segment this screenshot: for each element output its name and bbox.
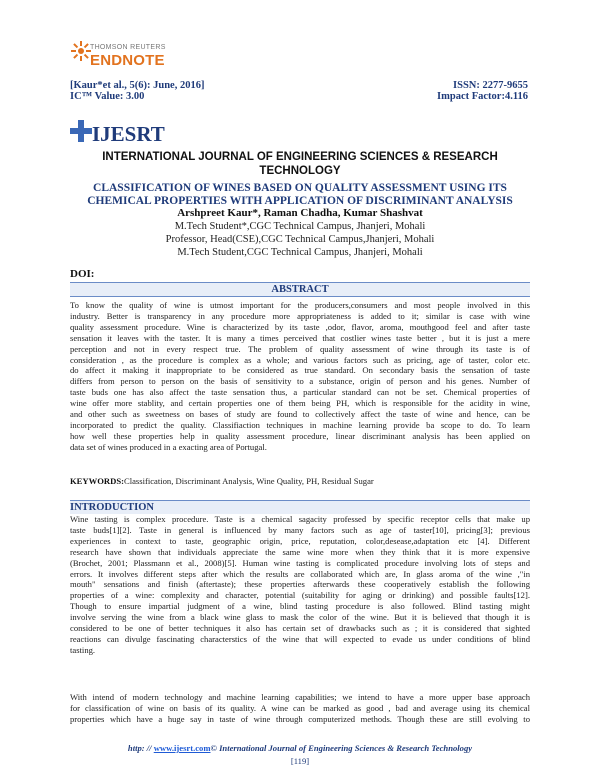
intro-line: tasting. — [70, 644, 96, 655]
intro-line: (Brochet, 2001; Plassmann et al., 2008)[5]. Human wine tasting is complicated procedure involving lots of steps and — [70, 557, 530, 568]
page-number: [119] — [290, 756, 310, 766]
journal-title-line1: INTERNATIONAL JOURNAL OF ENGINEERING SCIENCES & RESEARCH — [102, 151, 498, 163]
keywords-text: Classification, Discriminant Analysis, Wine Quality, PH, Residual Sugar — [123, 476, 374, 486]
footer-prefix: http: // — [127, 743, 154, 753]
intro-line: properties of a wine: complexity and character, potential (suitability for aging or drinking) and possible faults[12]. — [70, 590, 530, 601]
doi-label — [70, 268, 94, 280]
abstract-line: how well these properties help in quality assessment procedure, linear discriminant analysis has been applied on — [70, 430, 530, 441]
intro-line: errors. It involves different steps after which the results are collaborated which are, In glass aroma of the wine ,"in — [70, 568, 530, 579]
intro-line: for classification of wine on basis of its quality. A wine can be marked as good , bad and average using its chemical — [70, 702, 530, 713]
intro-line: Wine tasting is complex procedure. Taste is a chemical sagacity professed by specific receptor cells that make up — [70, 514, 530, 524]
paper-title-line1: CLASSIFICATION OF WINES BASED ON QUALITY ASSESSMENT USING ITS — [93, 182, 507, 194]
abstract-line: and other such as sweetness on bases of study are found to collectively affect the taste of wine and hence, can be — [70, 409, 530, 420]
endnote-logo — [70, 38, 210, 74]
introduction-paragraph-1 — [70, 514, 530, 656]
affiliation-3: M.Tech Student,CGC Technical Campus, Jhanjeri, Mohali — [177, 247, 423, 258]
abstract-heading: ABSTRACT — [70, 282, 530, 297]
affiliation-1: M.Tech Student*,CGC Technical Campus, Jhanjeri, Mohali — [174, 221, 426, 232]
abstract-line: quality assessment procedure. Wine is characterized by its taste ,odor, flavor, aroma, mouthgood feel and after taste — [70, 321, 530, 332]
intro-line: With intend of modern technology and machine learning capabilities; we intend to have a more upper base approach — [70, 692, 530, 702]
abstract-line: consideration , as the procedure is complex as a whole; and various factors such as pricing, age of taster, color etc. — [70, 354, 530, 365]
journal-brand-text: IJESRT — [92, 122, 165, 146]
abstract-line: To know the quality of wine is utmost important for the producers,consumers and most people involved in this — [70, 300, 530, 310]
abstract-line: differs from person to person on the basis of sensitivity to a substance, origin of person and his genes. Number of — [70, 376, 530, 387]
footer-link[interactable]: www.ijesrt.com — [153, 743, 211, 753]
affiliation-2: Professor, Head(CSE),CGC Technical Campus,Jhanjeri, Mohali — [165, 234, 435, 245]
intro-line: taste buds[1][2]. Taste in general is influenced by many factors such as age of taster[10], pricing[3]; previous — [70, 524, 530, 535]
doi-colon: : — [90, 268, 95, 280]
intro-line: experiences in context to taste, geographic origin, price, reputation, color,desease,adaptation etc [4]. Different — [70, 535, 530, 546]
intro-line: mouth" sensations and finish (aftertaste); these properties afterwards these cooperatively establish the following — [70, 579, 530, 590]
intro-line: Though to ensure impartial judgment of a wine, blind tasting procedure is also followed. Blind tasting might — [70, 601, 530, 612]
doi-text: DOI — [70, 268, 91, 280]
abstract-line: wine offer more stablity, and certain properties one of them being PH, which is responsible for the acidity in wine, — [70, 398, 530, 409]
keywords-label: KEYWORDS: — [70, 476, 124, 486]
abstract-line: data set of wines produced in a exacting area of Portugal. — [70, 441, 267, 452]
ic-value: IC™ Value: 3.00 — [70, 91, 145, 102]
abstract-line: incorporated to predict the quality. Classifiaction techniques in machine learning provide ba scope to do. To learn — [70, 419, 530, 430]
journal-title-line2: TECHNOLOGY — [259, 165, 341, 177]
sunburst-icon — [70, 40, 92, 62]
authors: Arshpreet Kaur*, Raman Chadha, Kumar Shashvat — [177, 207, 423, 219]
abstract-body — [70, 300, 530, 453]
paper-title-line2: CHEMICAL PROPERTIES WITH APPLICATION OF DISCRIMINANT ANALYSIS — [87, 195, 513, 207]
logo-publisher: THOMSON REUTERS — [90, 44, 166, 51]
impact-factor: Impact Factor:4.116 — [437, 91, 528, 102]
intro-line: properties which have a huge say in taste of wine through computerized methods. Though these are still evolving to — [70, 713, 530, 724]
introduction-heading: INTRODUCTION — [70, 500, 530, 514]
introduction-paragraph-2 — [70, 692, 530, 725]
issn: ISSN: 2277-9655 — [453, 80, 528, 91]
footer-credit — [70, 743, 530, 753]
intro-line: considered to be one of better techniques it also has certain set of drawbacks such as ; it is considered that sighted — [70, 623, 530, 634]
abstract-line: sensation it leaves with the taster. It is many a times perceived that costlier wines taste better , but it is just a mere — [70, 332, 530, 343]
intro-line: involve serving the wine from a black wine glass to mask the color of the wine. But it is believed that though it is — [70, 612, 530, 623]
intro-line: research have shown that individuals appreciate the same wine more when they think that it is more expensive — [70, 546, 530, 557]
keywords — [70, 476, 530, 486]
abstract-line: do affect it making it inappropriate to be considered as true standard. On secondary basis the sensation of taste — [70, 365, 530, 376]
abstract-line: perception and not in every respect true. The problem of quality assessment of wine through its taste is of — [70, 343, 530, 354]
logo-product: ENDNOTE — [90, 52, 165, 69]
intro-line: reactions can divulge fascinating characterstics of the wine that will expected to evade us under conditions of blind — [70, 633, 530, 644]
abstract-line: industry. Better is transparency in any procedure more appropriateness is added to it; similar is case with wine — [70, 310, 530, 321]
abstract-line: taste buds one has also affect the taste sensation thus, a particular standard can not be set. Chemical properties of — [70, 387, 530, 398]
plus-icon — [70, 120, 92, 142]
footer-suffix: © International Journal of Engineering Sciences & Research Technology — [210, 743, 473, 753]
citation-info: [Kaur*et al., 5(6): June, 2016] — [70, 80, 205, 91]
